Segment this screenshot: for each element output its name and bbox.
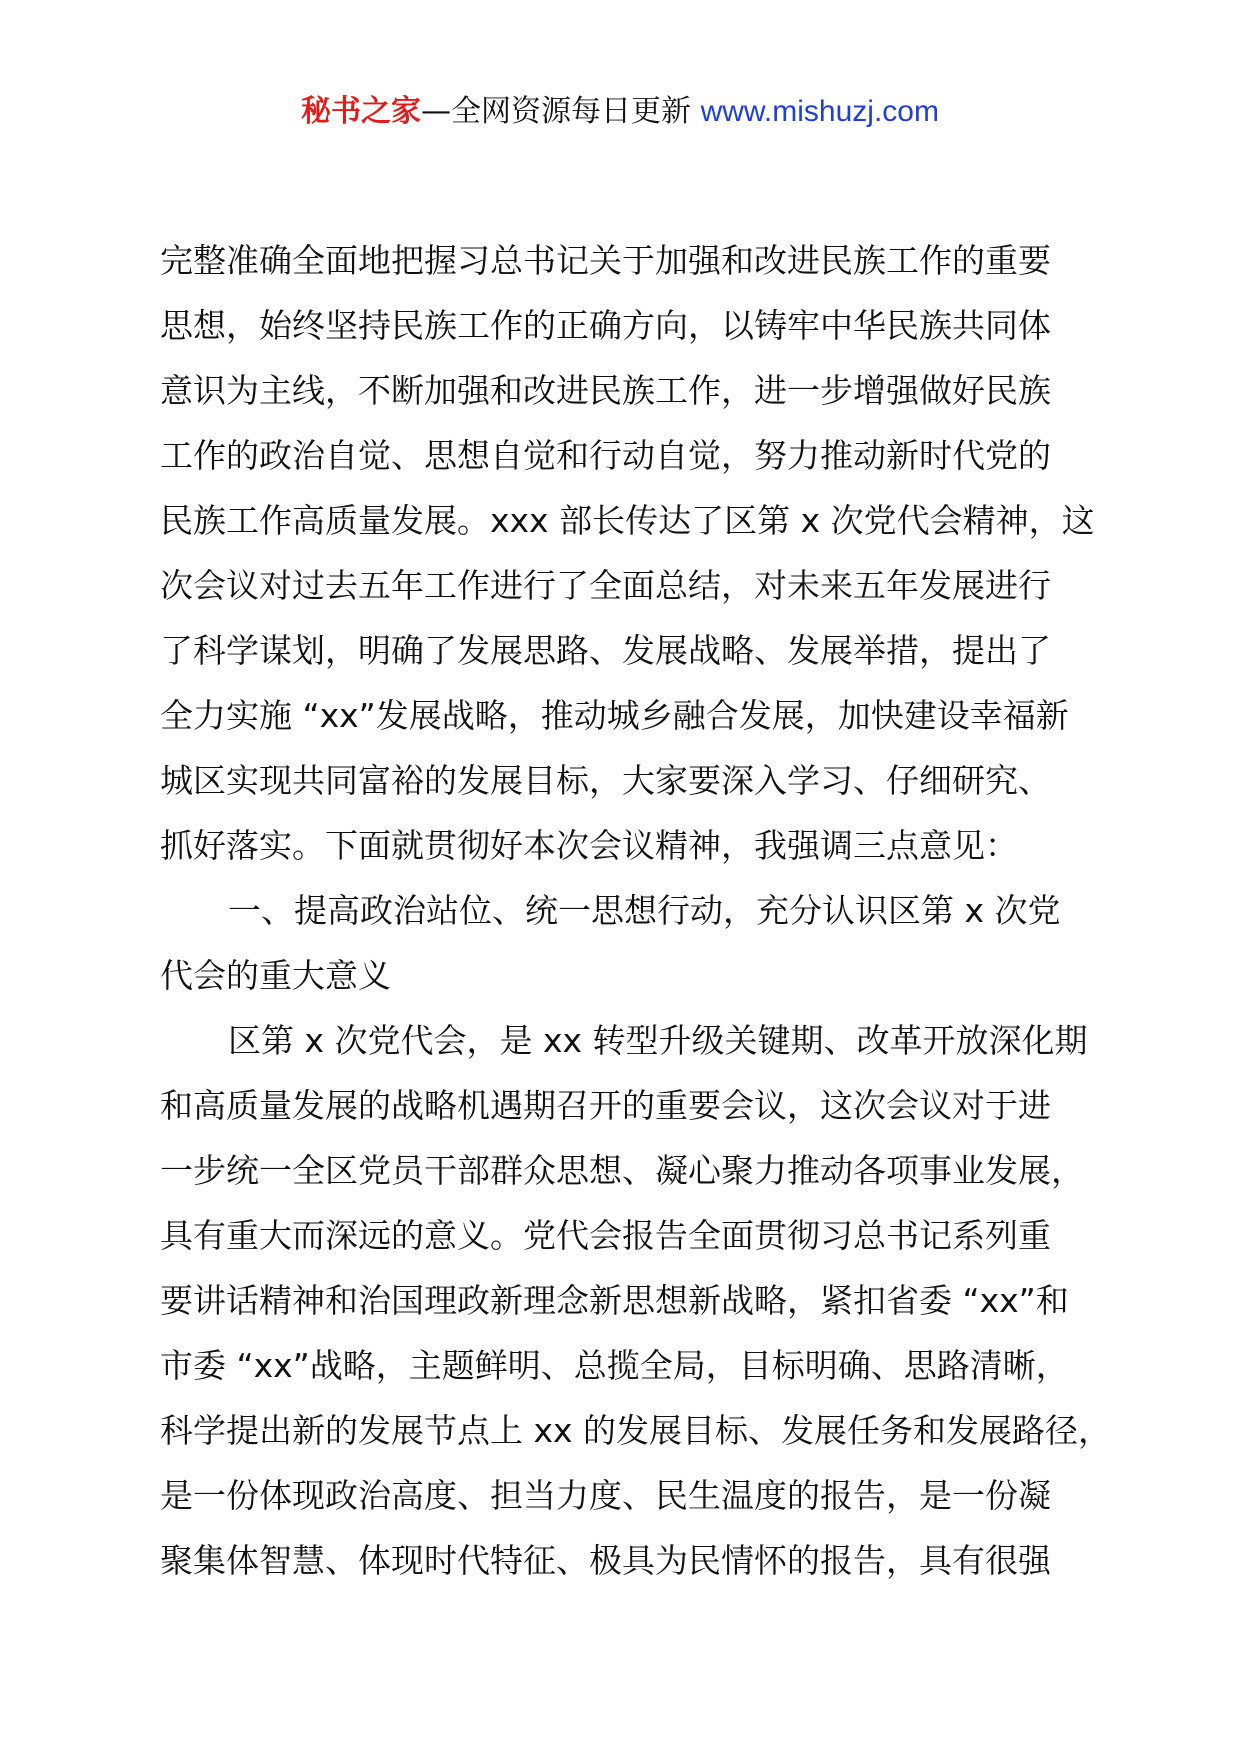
page-header — [0, 92, 1240, 132]
text-line: 一步统一全区党员干部群众思想、凝心聚力推动各项事业发展， — [160, 1151, 1084, 1190]
text-line: 次会议对过去五年工作进行了全面总结，对未来五年发展进行 — [160, 566, 1051, 605]
text-line: 完整准确全面地把握习总书记关于加强和改进民族工作的重要 — [160, 241, 1051, 280]
text-line: 了科学谋划，明确了发展思路、发展战略、发展举措，提出了 — [160, 631, 1051, 670]
text-line: 市委 “xx”战略，主题鲜明、总揽全局，目标明确、思路清晰， — [160, 1346, 1069, 1385]
text-line: 聚集体智慧、体现时代特征、极具为民情怀的报告，具有很强 — [160, 1541, 1051, 1580]
text-line: 要讲话精神和治国理政新理念新思想新战略，紧扣省委 “xx”和 — [160, 1281, 1069, 1320]
site-tagline: —全网资源每日更新 — [421, 94, 701, 129]
site-url-link[interactable]: www.mishuzj.com — [700, 95, 939, 128]
text-line: 抓好落实。下面就贯彻好本次会议精神，我强调三点意见： — [160, 826, 1018, 865]
text-line: 一、提高政治站位、统一思想行动，充分认识区第 x 次党 — [228, 891, 1061, 930]
document-body — [160, 228, 1110, 1593]
text-line: 意识为主线，不断加强和改进民族工作，进一步增强做好民族 — [160, 371, 1051, 410]
text-line: 工作的政治自觉、思想自觉和行动自觉，努力推动新时代党的 — [160, 436, 1051, 475]
text-line: 城区实现共同富裕的发展目标，大家要深入学习、仔细研究、 — [160, 761, 1051, 800]
text-line: 全力实施 “xx”发展战略，推动城乡融合发展，加快建设幸福新 — [160, 696, 1069, 735]
text-line: 是一份体现政治高度、担当力度、民生温度的报告，是一份凝 — [160, 1476, 1051, 1515]
site-brand: 秘书之家 — [301, 94, 422, 129]
text-line: 代会的重大意义 — [160, 956, 391, 995]
text-line: 思想，始终坚持民族工作的正确方向，以铸牢中华民族共同体 — [160, 306, 1051, 345]
text-line: 民族工作高质量发展。xxx 部长传达了区第 x 次党代会精神，这 — [160, 501, 1095, 540]
text-line: 科学提出新的发展节点上 xx 的发展目标、发展任务和发展路径， — [160, 1411, 1112, 1450]
text-line: 区第 x 次党代会，是 xx 转型升级关键期、改革开放深化期 — [228, 1021, 1088, 1060]
text-line: 具有重大而深远的意义。党代会报告全面贯彻习总书记系列重 — [160, 1216, 1051, 1255]
text-line: 和高质量发展的战略机遇期召开的重要会议，这次会议对于进 — [160, 1086, 1051, 1125]
